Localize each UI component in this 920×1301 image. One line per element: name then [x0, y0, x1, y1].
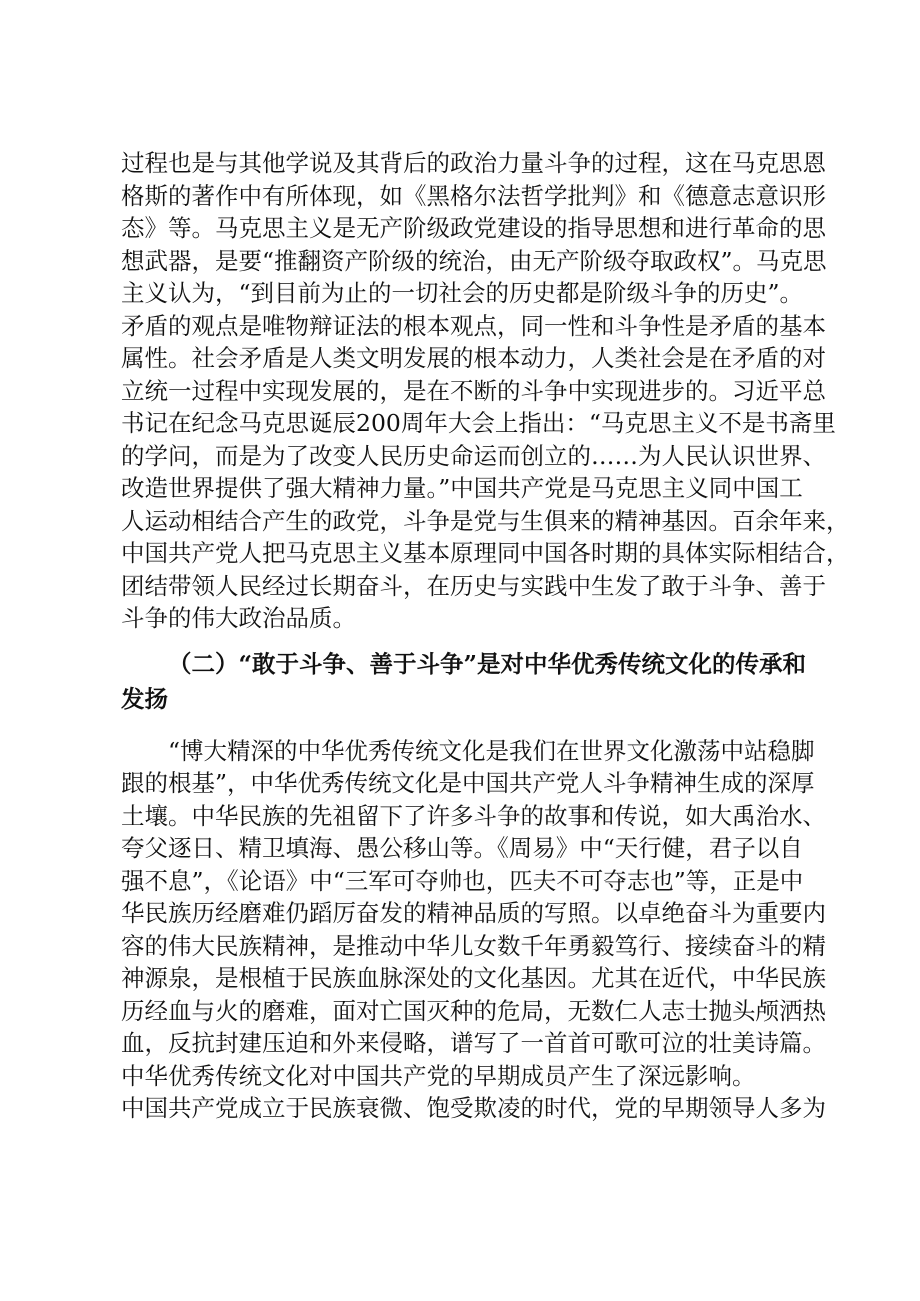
heading-line: （二）“敢于斗争、善于斗争”是对中华优秀传统文化的传承和 — [168, 649, 807, 678]
paragraph-1 — [121, 147, 850, 635]
section-heading — [121, 647, 807, 717]
text-line: 过程也是与其他学说及其背后的政治力量斗争的过程，这在马克思恩 — [121, 149, 826, 177]
heading-line: 发扬 — [121, 684, 168, 713]
text-line: 华民族历经磨难仍蹈厉奋发的精神品质的写照。以卓绝奋斗为重要内 — [121, 899, 826, 927]
text-line: 属性。社会矛盾是人类文明发展的根本动力，人类社会是在矛盾的对 — [121, 344, 826, 372]
text-line: 夸父逐日、精卫填海、愚公移山等。《周易》中“天行健，君子以自 — [121, 834, 803, 862]
text-line: 中国共产党成立于民族衰微、饱受欺凌的时代，党的早期领导人多为 — [121, 1094, 826, 1122]
text-line: 团结带领人民经过长期奋斗，在历史与实践中生发了敢于斗争、善于 — [121, 571, 826, 600]
text-line: 历经血与火的磨难，面对亡国灭种的危局，无数仁人志士抛头颅洒热 — [121, 996, 826, 1025]
text-line: 神源泉，是根植于民族血脉深处的文化基因。尤其在近代，中华民族 — [121, 964, 826, 992]
text-line: 强不息”，《论语》中“三军可夺帅也，匹夫不可夺志也”等，正是中 — [121, 866, 804, 895]
text-line: 土壤。中华民族的先祖留下了许多斗争的故事和传说，如大禹治水、 — [121, 801, 826, 830]
text-line: 的学问，而是为了改变人民历史命运而创立的……为人民认识世界、 — [121, 441, 826, 470]
text-line: 想武器，是要“推翻资产阶级的统治，由无产阶级夺取政权”。马克思 — [121, 246, 827, 275]
text-line: 格斯的著作中有所体现，如《黑格尔法哲学批判》和《德意志意识形 — [121, 181, 826, 210]
text-line: 斗争的伟大政治品质。 — [121, 604, 356, 632]
text-line: 书记在纪念马克思诞辰200周年大会上指出：“马克思主义不是书斋里 — [121, 409, 836, 437]
paragraph-2 — [121, 735, 826, 1125]
text-line: 血，反抗封建压迫和外来侵略，谱写了一首首可歌可泣的壮美诗篇。 — [121, 1029, 826, 1057]
text-line: 态》等。马克思主义是无产阶级政党建设的指导思想和进行革命的思 — [121, 214, 826, 242]
text-line: 人运动相结合产生的政党，斗争是党与生俱来的精神基因。百余年来， — [121, 506, 850, 535]
text-line: 跟的根基”，中华优秀传统文化是中国共产党人斗争精神生成的深厚 — [121, 769, 815, 797]
document-body — [121, 147, 850, 1125]
text-line: “博大精深的中华优秀传统文化是我们在世界文化激荡中站稳脚 — [168, 736, 815, 765]
text-line: 中华优秀传统文化对中国共产党的早期成员产生了深远影响。 — [121, 1061, 756, 1090]
text-line: 容的伟大民族精神，是推动中华儿女数千年勇毅笃行、接续奋斗的精 — [121, 931, 826, 960]
text-line: 中国共产党人把马克思主义基本原理同中国各时期的具体实际相结合， — [121, 539, 850, 567]
text-line: 立统一过程中实现发展的，是在不断的斗争中实现进步的。习近平总 — [121, 376, 826, 405]
text-line: 主义认为，“到目前为止的一切社会的历史都是阶级斗争的历史”。 — [121, 279, 804, 307]
text-line: 改造世界提供了强大精神力量。”中国共产党是马克思主义同中国工 — [121, 474, 803, 502]
text-line: 矛盾的观点是唯物辩证法的根本观点，同一性和斗争性是矛盾的基本 — [121, 311, 826, 340]
